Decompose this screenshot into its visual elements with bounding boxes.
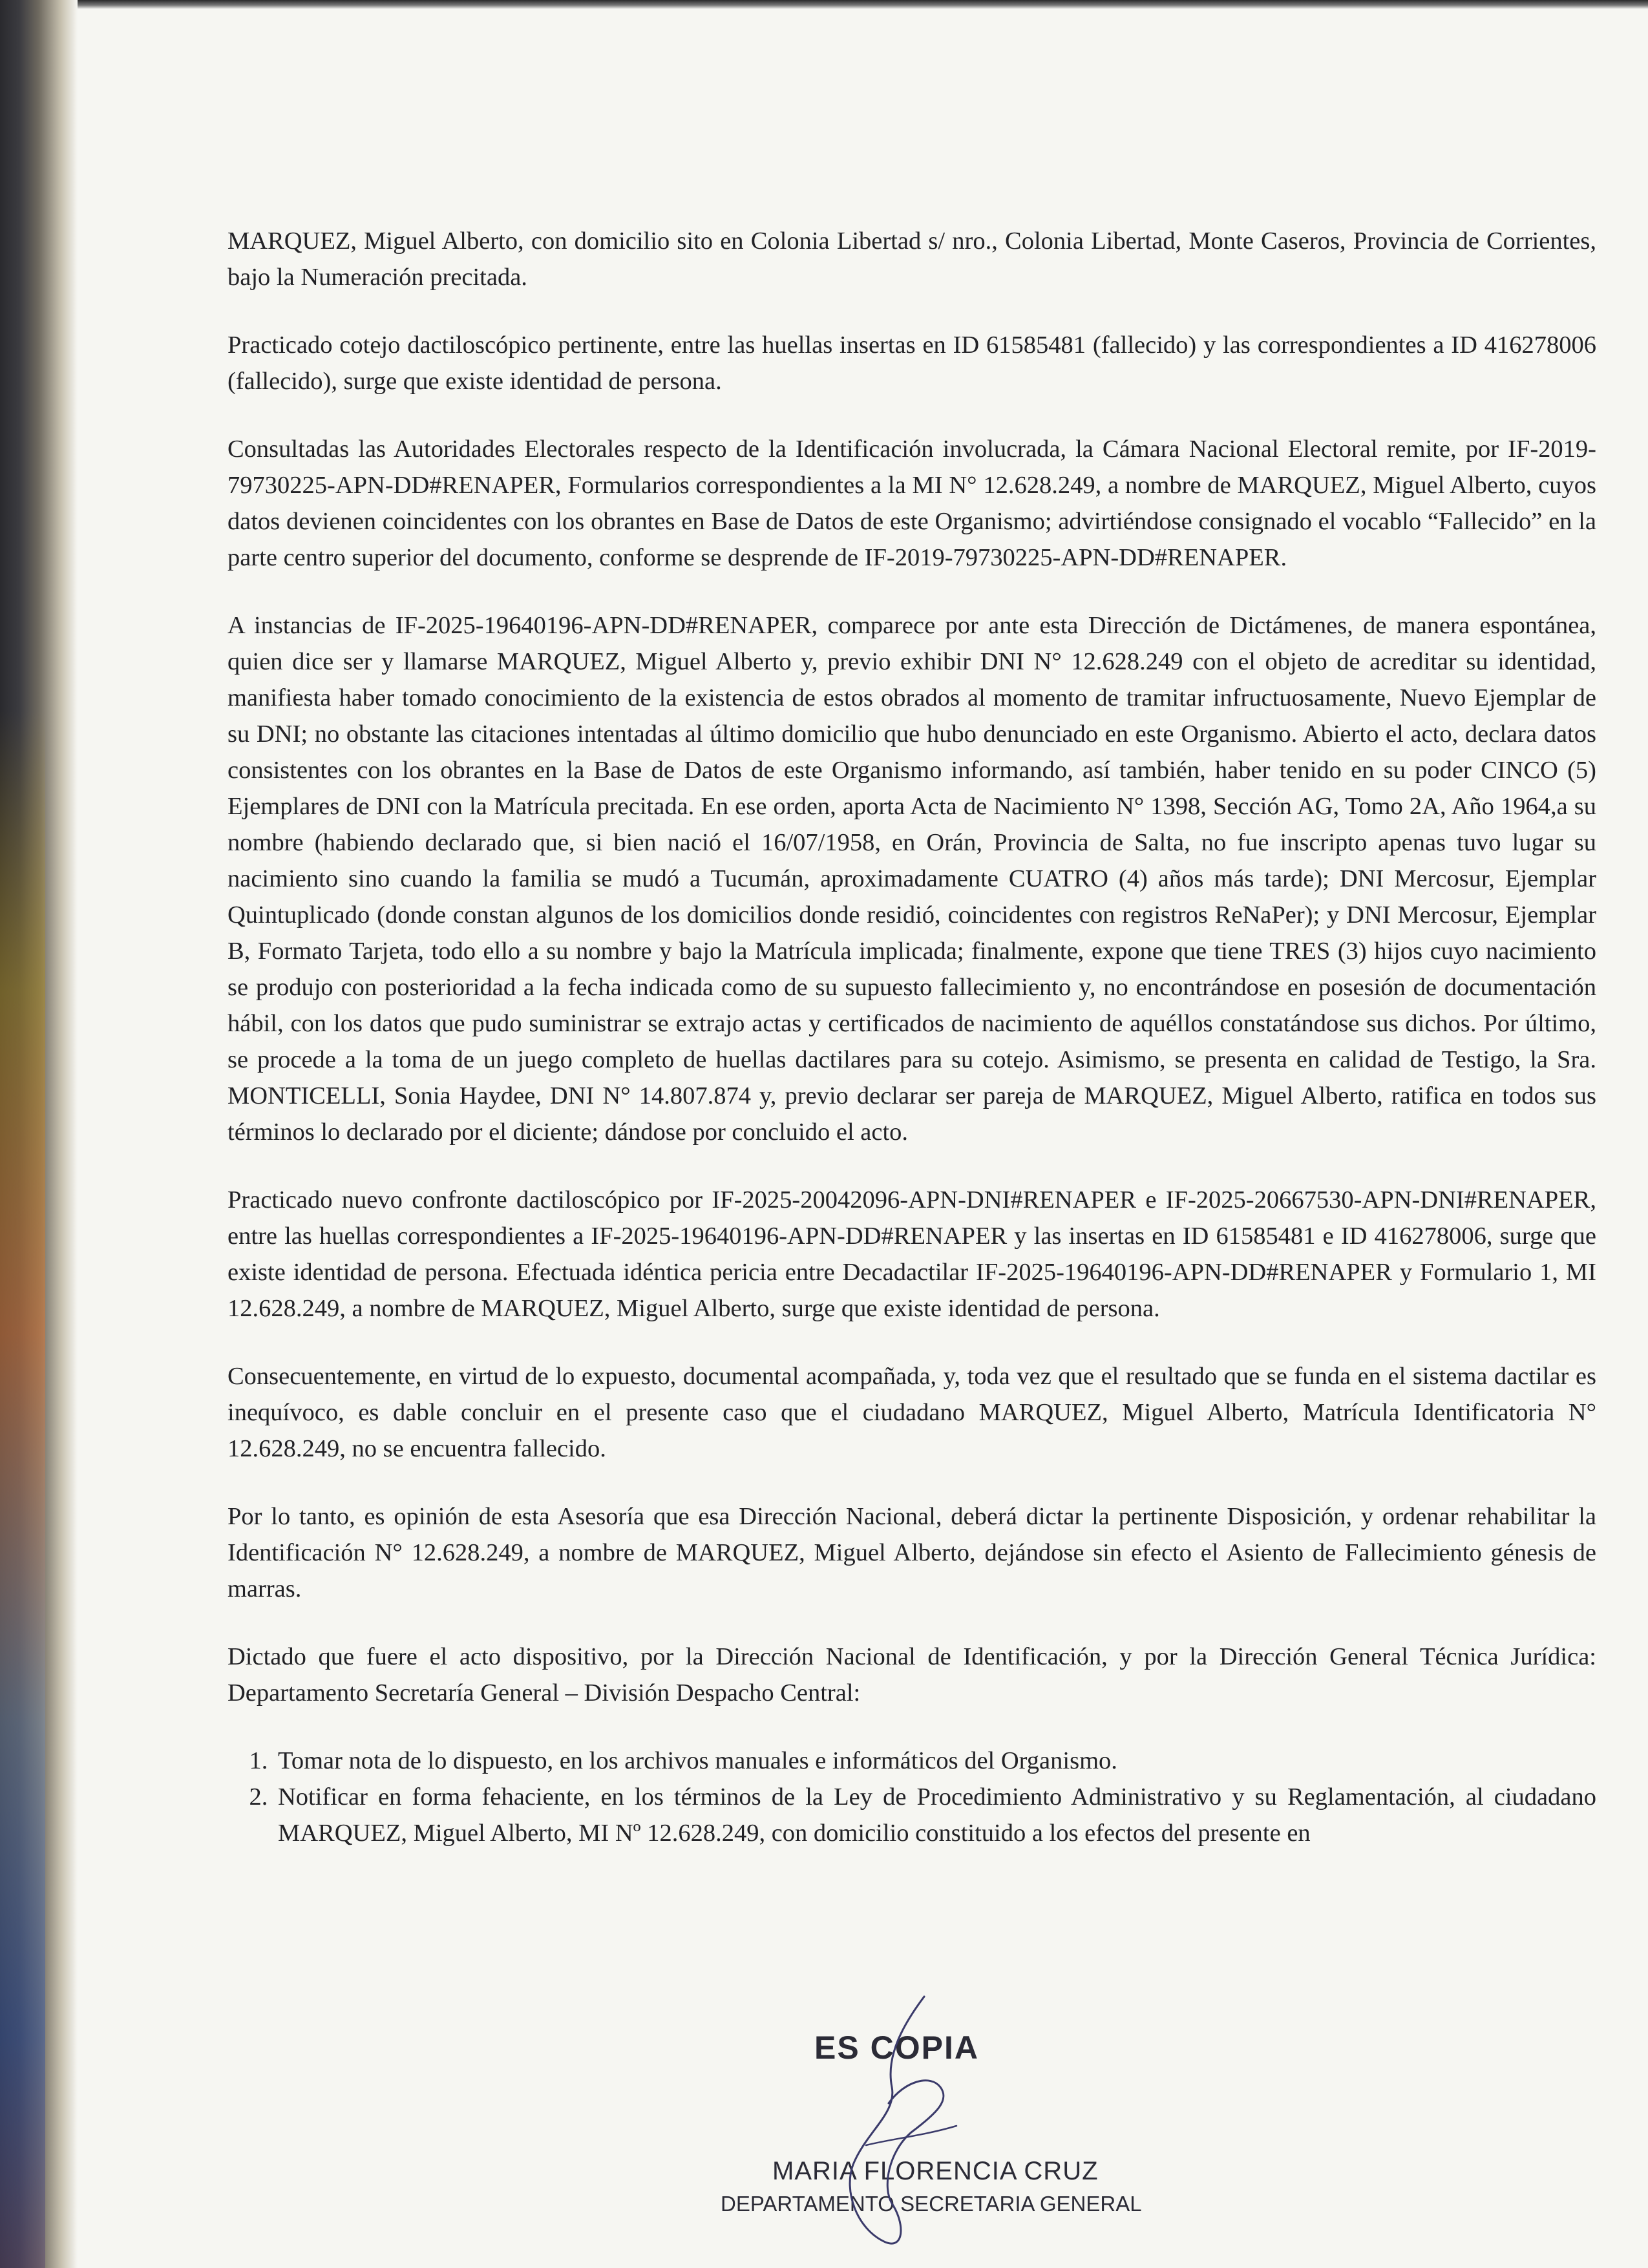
signatory-department: DEPARTAMENTO SECRETARIA GENERAL <box>721 2192 1142 2216</box>
paragraph-dictado: Dictado que fuere el acto dispositivo, por la Dirección Nacional de Identificación, y por la Dirección General Técnica Jurídica: Departamento Secretaría General – División Despacho Central: <box>227 1643 1596 1706</box>
paragraph-nuevo-confronte: Practicado nuevo confronte dactiloscópico por IF-2025-20042096-APN-DNI#RENAPER e IF-2025-20667530-APN-DNI#RENAPER, entre las huellas correspondientes a IF-2025-19640196-APN-DD#RENAPER y las insertas en ID 61585481 e ID 416278006, surge que existe identidad de persona. Efectuada idéntica pericia entre Decadactilar IF-2025-19640196-APN-DD#RENAPER y Formulario 1, MI 12.628.249, a nombre de MARQUEZ, Miguel Alberto, surge que existe identidad de persona. <box>227 1186 1596 1322</box>
paragraph-cotejo: Practicado cotejo dactiloscópico pertinente, entre las huellas insertas en ID 61585481 (fallecido) y las correspondientes a ID 416278006 (fallecido), surge que existe identidad de persona. <box>227 331 1596 395</box>
handwritten-signature-icon <box>827 1984 969 2255</box>
scan-color-strip <box>0 711 45 2268</box>
document-body <box>227 223 1596 1851</box>
paragraph-opinion: Por lo tanto, es opinión de esta Asesoría que esa Dirección Nacional, deberá dictar la pertinente Disposición, y ordenar rehabilitar la Identificación N° 12.628.249, a nombre de MARQUEZ, Miguel Alberto, dejándose sin efecto el Asiento de Fallecimiento génesis de marras. <box>227 1503 1596 1602</box>
signature-stamp <box>711 1984 1241 2255</box>
paragraph-autoridades-electorales: Consultadas las Autoridades Electorales respecto de la Identificación involucrada, la Cámara Nacional Electoral remite, por IF-2019-79730225-APN-DD#RENAPER, Formularios correspondientes a la MI N° 12.628.249, a nombre de MARQUEZ, Miguel Alberto, cuyos datos devienen coincidentes con los obrantes en Base de Datos de este Organismo; advirtiéndose consignado el vocablo “Fallecido” en la parte centro superior del documento, conforme se desprende de IF-2019-79730225-APN-DD#RENAPER. <box>227 436 1596 571</box>
paragraph-domicilio: MARQUEZ, Miguel Alberto, con domicilio sito en Colonia Libertad s/ nro., Colonia Libertad, Monte Caseros, Provincia de Corrientes, bajo la Numeración precitada. <box>227 227 1596 291</box>
paragraph-comparecencia: A instancias de IF-2025-19640196-APN-DD#RENAPER, comparece por ante esta Dirección de Dictámenes, de manera espontánea, quien dice ser y llamarse MARQUEZ, Miguel Alberto y, previo exhibir DNI N° 12.628.249 con el objeto de acreditar su identidad, manifiesta haber tomado conocimiento de la existencia de estos obrados al momento de tramitar infructuosamente, Nuevo Ejemplar de su DNI; no obstante las citaciones intentadas al último domicilio que hubo denunciado en este Organismo. Abierto el acto, declara datos consistentes con los obrantes en la Base de Datos de este Organismo informando, así también, haber tenido en su poder CINCO (5) Ejemplares de DNI con la Matrícula precitada. En ese orden, aporta Acta de Nacimiento N° 1398, Sección AG, Tomo 2A, Año 1964,a su nombre (habiendo declarado que, si bien nació el 16/07/1958, en Orán, Provincia de Salta, no fue inscripto apenas tuvo lugar su nacimiento sino cuando la familia se mudó a Tucumán, aproximadamente CUATRO (4) años más tarde); DNI Mercosur, Ejemplar Quintuplicado (donde constan algunos de los domicilios donde residió, coincidentes con registros ReNaPer); y DNI Mercosur, Ejemplar B, Formato Tarjeta, todo ello a su nombre y bajo la Matrícula implicada; finalmente, expone que tiene TRES (3) hijos cuyo nacimiento se produjo con posterioridad a la fecha indicada como de su supuesto fallecimiento y, no encontrándose en posesión de documentación hábil, con los datos que pudo suministrar se extrajo actas y certificados de nacimiento de aquéllos constatándose sus dichos. Por último, se procede a la toma de un juego completo de huellas dactilares para su cotejo. Asimismo, se presenta en calidad de Testigo, la Sra. MONTICELLI, Sonia Haydee, DNI N° 14.807.874 y, previo declarar ser pareja de MARQUEZ, Miguel Alberto, ratifica en todos sus términos lo declarado por el diciente; dándose por concluido el acto. <box>227 612 1596 1146</box>
list-item: 1. Tomar nota de lo dispuesto, en los archivos manuales e informáticos del Organismo. <box>274 1743 1596 1779</box>
scan-top-edge <box>0 0 1648 9</box>
instructions-list <box>227 1743 1596 1851</box>
signatory-name: MARIA FLORENCIA CRUZ <box>772 2157 1099 2185</box>
list-item: 2. Notificar en forma fehaciente, en los términos de la Ley de Procedimiento Administrativo y su Reglamentación, al ciudadano MARQUEZ, Miguel Alberto, MI Nº 12.628.249, con domicilio constituido a los efectos del presente en <box>274 1779 1596 1851</box>
paragraph-consecuentemente: Consecuentemente, en virtud de lo expuesto, documental acompañada, y, toda vez que el resultado que se funda en el sistema dactilar es inequívoco, es dable concluir en el presente caso que el ciudadano MARQUEZ, Miguel Alberto, Matrícula Identificatoria N° 12.628.249, no se encuentra fallecido. <box>227 1363 1596 1462</box>
es-copia-stamp: ES COPIA <box>814 2030 979 2066</box>
